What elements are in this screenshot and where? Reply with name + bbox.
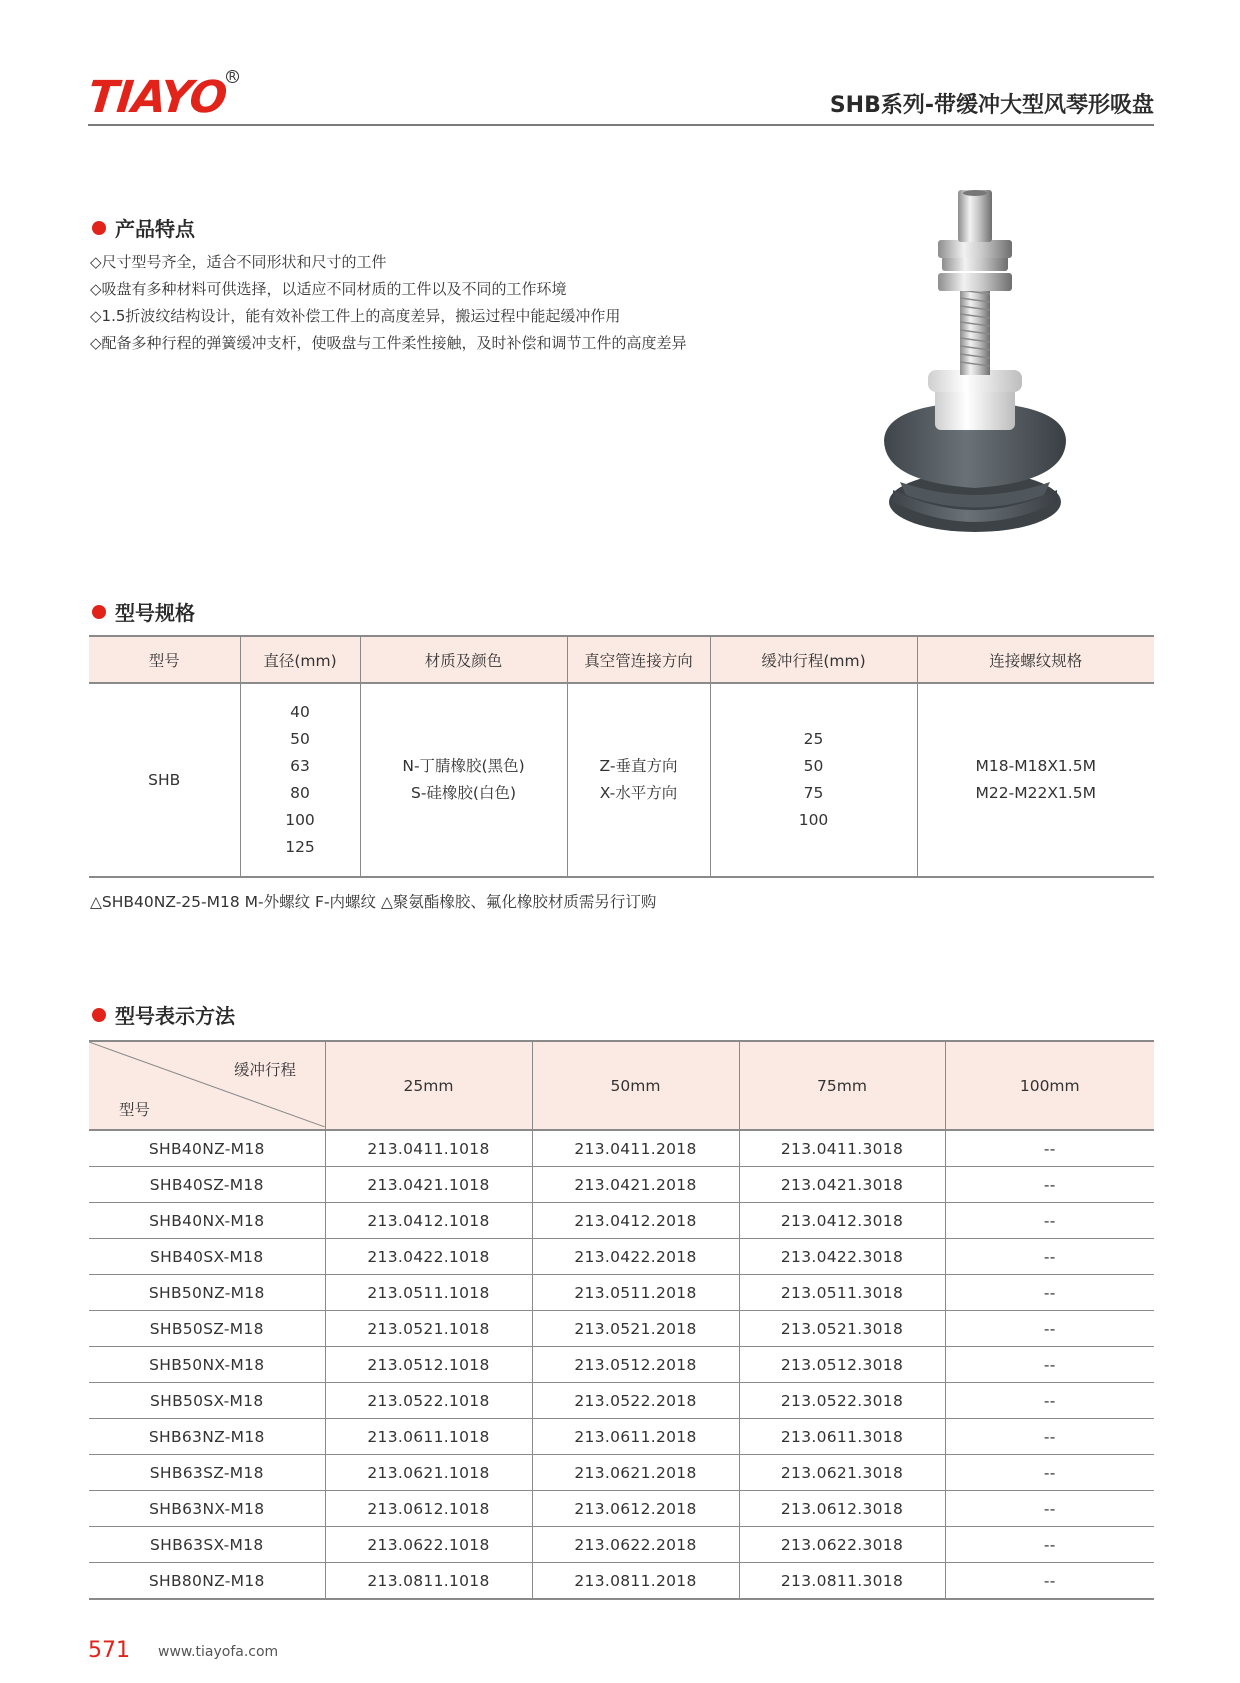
spec-header-row — [89, 636, 1154, 683]
code-cell: -- — [945, 1275, 1154, 1311]
spec-col-header: 直径(mm) — [240, 636, 360, 683]
code-cell: 213.0811.1018 — [325, 1563, 532, 1600]
bullet-dot-icon — [92, 1008, 106, 1022]
codes-col-header: 50mm — [532, 1041, 739, 1130]
material-value: S-硅橡胶(白色) — [410, 784, 517, 802]
code-cell: 213.0411.2018 — [532, 1130, 739, 1167]
table-row — [89, 1419, 1154, 1455]
code-cell: 213.0621.3018 — [739, 1455, 945, 1491]
stroke-value: 25 — [803, 730, 824, 748]
code-cell: -- — [945, 1239, 1154, 1275]
table-row — [89, 1527, 1154, 1563]
suction-cup-product-image — [860, 190, 1090, 550]
diameter-value: 40 — [290, 703, 310, 721]
codes-header-row — [89, 1041, 1154, 1130]
spec-heading — [92, 597, 195, 626]
model-cell: SHB50SZ-M18 — [89, 1311, 325, 1347]
code-cell: 213.0612.3018 — [739, 1491, 945, 1527]
table-row — [89, 1563, 1154, 1600]
stroke-value: 75 — [803, 784, 824, 802]
code-cell: 213.0622.1018 — [325, 1527, 532, 1563]
model-cell: SHB50NZ-M18 — [89, 1275, 325, 1311]
code-cell: 213.0521.1018 — [325, 1311, 532, 1347]
code-cell: 213.0621.1018 — [325, 1455, 532, 1491]
spec-note: △SHB40NZ-25-M18 M-外螺纹 F-内螺纹 △聚氨酯橡胶、氟化橡胶材质需另行订购 — [90, 893, 657, 911]
code-cell: 213.0421.3018 — [739, 1167, 945, 1203]
code-cell: 213.0512.2018 — [532, 1347, 739, 1383]
stroke-value: 100 — [798, 811, 829, 829]
direction-value: X-水平方向 — [599, 784, 678, 802]
codes-col-header: 100mm — [945, 1041, 1154, 1130]
brand-logo: TIAYO — [85, 72, 229, 123]
code-cell: -- — [945, 1491, 1154, 1527]
code-cell: -- — [945, 1455, 1154, 1491]
spec-col-header: 型号 — [89, 636, 240, 683]
diameter-value: 50 — [290, 730, 310, 748]
code-cell: -- — [945, 1347, 1154, 1383]
code-cell: 213.0412.1018 — [325, 1203, 532, 1239]
code-cell: -- — [945, 1203, 1154, 1239]
spec-col-header: 连接螺纹规格 — [917, 636, 1154, 683]
code-cell: 213.0521.2018 — [532, 1311, 739, 1347]
code-cell: 213.0422.3018 — [739, 1239, 945, 1275]
code-cell: 213.0421.2018 — [532, 1167, 739, 1203]
features-heading-text: 产品特点 — [115, 217, 195, 241]
code-cell: 213.0622.3018 — [739, 1527, 945, 1563]
code-cell: 213.0611.1018 — [325, 1419, 532, 1455]
code-cell: -- — [945, 1527, 1154, 1563]
code-cell: 213.0511.2018 — [532, 1275, 739, 1311]
spec-col-header: 真空管连接方向 — [567, 636, 710, 683]
codes-heading-text: 型号表示方法 — [115, 1004, 235, 1028]
model-cell: SHB63NZ-M18 — [89, 1419, 325, 1455]
thread-value: M18-M18X1.5M — [975, 757, 1096, 775]
spec-strokes — [710, 683, 917, 877]
table-row — [89, 1203, 1154, 1239]
table-row — [89, 1311, 1154, 1347]
bullet-dot-icon — [92, 221, 106, 235]
model-cell: SHB40NZ-M18 — [89, 1130, 325, 1167]
model-cell: SHB63SX-M18 — [89, 1527, 325, 1563]
table-row — [89, 1491, 1154, 1527]
code-cell: 213.0611.3018 — [739, 1419, 945, 1455]
website-url: www.tiayofa.com — [158, 1644, 279, 1660]
spec-heading-text: 型号规格 — [115, 601, 195, 625]
code-cell: 213.0511.3018 — [739, 1275, 945, 1311]
code-cell: 213.0411.1018 — [325, 1130, 532, 1167]
material-value: N-丁腈橡胶(黑色) — [402, 757, 525, 775]
code-cell: 213.0612.2018 — [532, 1491, 739, 1527]
codes-table — [89, 1040, 1154, 1600]
table-row — [89, 1130, 1154, 1167]
codes-col-header: 75mm — [739, 1041, 945, 1130]
table-row — [89, 1347, 1154, 1383]
spec-col-header: 材质及颜色 — [360, 636, 567, 683]
codes-heading — [92, 1000, 235, 1029]
model-cell: SHB40SX-M18 — [89, 1239, 325, 1275]
code-cell: 213.0422.1018 — [325, 1239, 532, 1275]
code-cell: 213.0412.3018 — [739, 1203, 945, 1239]
spec-model: SHB — [89, 683, 240, 877]
model-cell: SHB40SZ-M18 — [89, 1167, 325, 1203]
code-cell: 213.0422.2018 — [532, 1239, 739, 1275]
code-cell: -- — [945, 1311, 1154, 1347]
diameter-value: 63 — [290, 757, 310, 775]
corner-top-label: 缓冲行程 — [234, 1061, 297, 1079]
code-cell: 213.0522.1018 — [325, 1383, 532, 1419]
bullet-dot-icon — [92, 605, 106, 619]
code-cell: 213.0612.1018 — [325, 1491, 532, 1527]
spec-materials — [360, 683, 567, 877]
code-cell: -- — [945, 1130, 1154, 1167]
code-cell: 213.0621.2018 — [532, 1455, 739, 1491]
code-cell: 213.0412.2018 — [532, 1203, 739, 1239]
code-cell: 213.0522.2018 — [532, 1383, 739, 1419]
code-cell: -- — [945, 1383, 1154, 1419]
features-list — [90, 249, 687, 357]
table-row — [89, 1239, 1154, 1275]
feature-item: ◇配备多种行程的弹簧缓冲支杆，使吸盘与工件柔性接触，及时补偿和调节工件的高度差异 — [90, 334, 687, 352]
feature-item: ◇吸盘有多种材料可供选择，以适应不同材质的工件以及不同的工作环境 — [90, 280, 567, 298]
model-cell: SHB50SX-M18 — [89, 1383, 325, 1419]
code-cell: 213.0512.3018 — [739, 1347, 945, 1383]
code-cell: 213.0521.3018 — [739, 1311, 945, 1347]
code-cell: 213.0511.1018 — [325, 1275, 532, 1311]
table-row — [89, 1383, 1154, 1419]
diameter-value: 80 — [290, 784, 310, 802]
table-row — [89, 1275, 1154, 1311]
header-divider — [88, 124, 1154, 126]
corner-bottom-label: 型号 — [119, 1101, 151, 1119]
codes-body — [89, 1130, 1154, 1599]
codes-col-header: 25mm — [325, 1041, 532, 1130]
code-cell: -- — [945, 1563, 1154, 1600]
feature-item: ◇尺寸型号齐全，适合不同形状和尺寸的工件 — [90, 253, 387, 271]
code-cell: 213.0522.3018 — [739, 1383, 945, 1419]
code-cell: -- — [945, 1419, 1154, 1455]
spec-threads — [917, 683, 1154, 877]
table-row — [89, 1167, 1154, 1203]
code-cell: 213.0811.2018 — [532, 1563, 739, 1600]
table-row — [89, 1455, 1154, 1491]
feature-item: ◇1.5折波纹结构设计，能有效补偿工件上的高度差异，搬运过程中能起缓冲作用 — [90, 307, 621, 325]
model-cell: SHB80NZ-M18 — [89, 1563, 325, 1600]
diameter-value: 125 — [285, 838, 315, 856]
code-cell: 213.0411.3018 — [739, 1130, 945, 1167]
code-cell: 213.0811.3018 — [739, 1563, 945, 1600]
page-title: SHB系列-带缓冲大型风琴形吸盘 — [829, 93, 1154, 118]
model-cell: SHB63NX-M18 — [89, 1491, 325, 1527]
spec-table — [89, 635, 1154, 878]
spec-col-header: 缓冲行程(mm) — [710, 636, 917, 683]
model-cell: SHB50NX-M18 — [89, 1347, 325, 1383]
features-heading — [92, 213, 195, 242]
spec-diameters — [240, 683, 360, 877]
code-cell: -- — [945, 1167, 1154, 1203]
code-cell: 213.0421.1018 — [325, 1167, 532, 1203]
code-cell: 213.0622.2018 — [532, 1527, 739, 1563]
spec-directions — [567, 683, 710, 877]
codes-corner-header — [89, 1041, 325, 1130]
model-cell: SHB63SZ-M18 — [89, 1455, 325, 1491]
page-number: 571 — [88, 1638, 130, 1663]
stroke-value: 50 — [803, 757, 824, 775]
direction-value: Z-垂直方向 — [599, 757, 678, 775]
registered-mark: R — [226, 70, 239, 83]
model-cell: SHB40NX-M18 — [89, 1203, 325, 1239]
code-cell: 213.0512.1018 — [325, 1347, 532, 1383]
code-cell: 213.0611.2018 — [532, 1419, 739, 1455]
diameter-value: 100 — [285, 811, 315, 829]
spec-data-row — [89, 683, 1154, 877]
thread-value: M22-M22X1.5M — [975, 784, 1096, 802]
